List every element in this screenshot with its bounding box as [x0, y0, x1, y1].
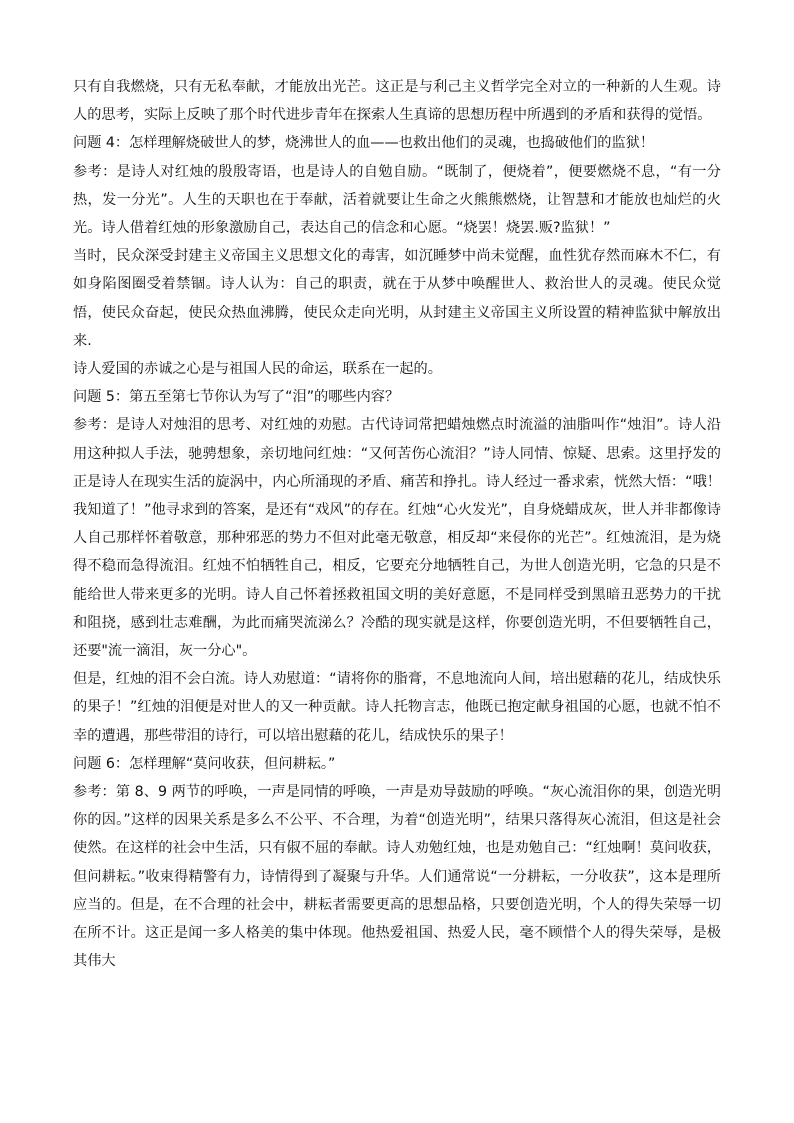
question-6: 问题 6：怎样理解“莫问收获，但问耕耘。”	[73, 755, 336, 772]
document-body	[73, 73, 721, 976]
answer-4: 参考：是诗人对红烛的殷殷寄语，也是诗人的自勉自励。“既制了，便烧着”，便要燃烧不息，“有一分热，发一分光”。人生的天职也在于奉献，活着就要让生命之火熊熊燃烧，让智慧和才能放也灿烂的火光。诗人借着红烛的形象激励自己，表达自己的信念和心愿。“烧罢！烧罢.贩?监狱！”	[73, 163, 721, 237]
answer-5-continued: 但是，红烛的泪不会白流。诗人劝慰道：“请将你的脂膏，不息地流向人间，培出慰藉的花儿，结成快乐的果子！”红烛的泪便是对世人的又一种贡献。诗人托物言志，他既已抱定献身祖国的心愿，也就不怕不幸的遭遇，那些带泪的诗行，可以培出慰藉的花儿，结成快乐的果子！	[73, 671, 721, 744]
answer-4-context: 当时，民众深受封建主义帝国主义思想文化的毒害，如沉睡梦中尚未觉醒，血性犹存然而麻木不仁，有如身陷图圈受着禁锢。诗人认为：自己的职责，就在于从梦中唤醒世人、救治世人的灵魂。使民众觉悟，使民众奋起，使民众热血沸腾，使民众走向光明，从封建主义帝国主义所设置的精神监狱中解放出来.	[73, 248, 721, 349]
question-5: 问题 5：第五至第七节你认为写了“泪”的哪些内容？	[73, 389, 400, 406]
answer-4-summary: 诗人爱国的赤诚之心是与祖国人民的命运，联系在一起的。	[73, 361, 442, 378]
answer-5: 参考：是诗人对烛泪的思考、对红烛的劝慰。古代诗词常把蜡烛燃点时流溢的油脂叫作“烛泪”。诗人沿用这种拟人手法，驰骋想象，亲切地问红烛：“又何苦伤心流泪？”诗人同情、惊疑、思索。这里抒发的正是诗人在现实生活的旋涡中，内心所涌现的矛盾、痛苦和挣扎。诗人经过一番求索，恍然大悟：“哦！我知道了！”他寻求到的答案，是还有“戏风”的存在。红烛“心火发光”，自身烧蜡成灰，世人并非都像诗人自己那样怀着敬意，那种邪恶的势力不但对此毫无敬意，相反却“来侵你的光芒”。红烛流泪，是为烧得不稳而急得流泪。红烛不怕牺牲自己，相反，它要充分地牺牲自己，为世人创造光明，它急的只是不能给世人带来更多的光明。诗人自己怀着拯救祖国文明的美好意愿，不是同样受到黑暗丑恶势力的干扰和阻挠，感到壮志难酬，为此而痛哭流涕么？冷酷的现实就是这样，你要创造光明，不但要牺牲自己，还要"流一滴泪，灰一分心"。	[73, 417, 721, 660]
paragraph-intro-conclusion: 只有自我燃烧，只有无私奉献，才能放出光芒。这正是与利己主义哲学完全对立的一种新的人生观。诗人的思考，实际上反映了那个时代进步青年在探索人生真谛的思想历程中所遇到的矛盾和获得的觉悟。	[73, 79, 721, 124]
question-4: 问题 4：怎样理解烧破世人的梦，烧沸世人的血——也救出他们的灵魂，也捣破他们的监狱！	[73, 135, 655, 152]
answer-6: 参考：第 8、9 两节的呼唤，一声是同情的呼唤，一声是劝导鼓励的呼唤。“灰心流泪你的果，创造光明你的因。”这样的因果关系是多么不公平、不合理，为着“创造光明”，结果只落得灰心流泪，但这是社会使然。在这样的社会中生活，只有俶不屈的奉献。诗人劝勉红烛，也是劝勉自己：“红烛啊！莫问收获，但问耕耘。”收束得精警有力，诗情得到了凝聚与升华。人们通常说“一分耕耘，一分收获”，这本是理所应当的。但是，在不合理的社会中，耕耘者需要更高的思想品格，只要创造光明，个人的得失荣辱一切在所不计。这正是闻一多人格美的集中体现。他热爱祖国、热爱人民，毫不顾惜个人的得失荣辱，是极其伟大	[73, 784, 721, 970]
